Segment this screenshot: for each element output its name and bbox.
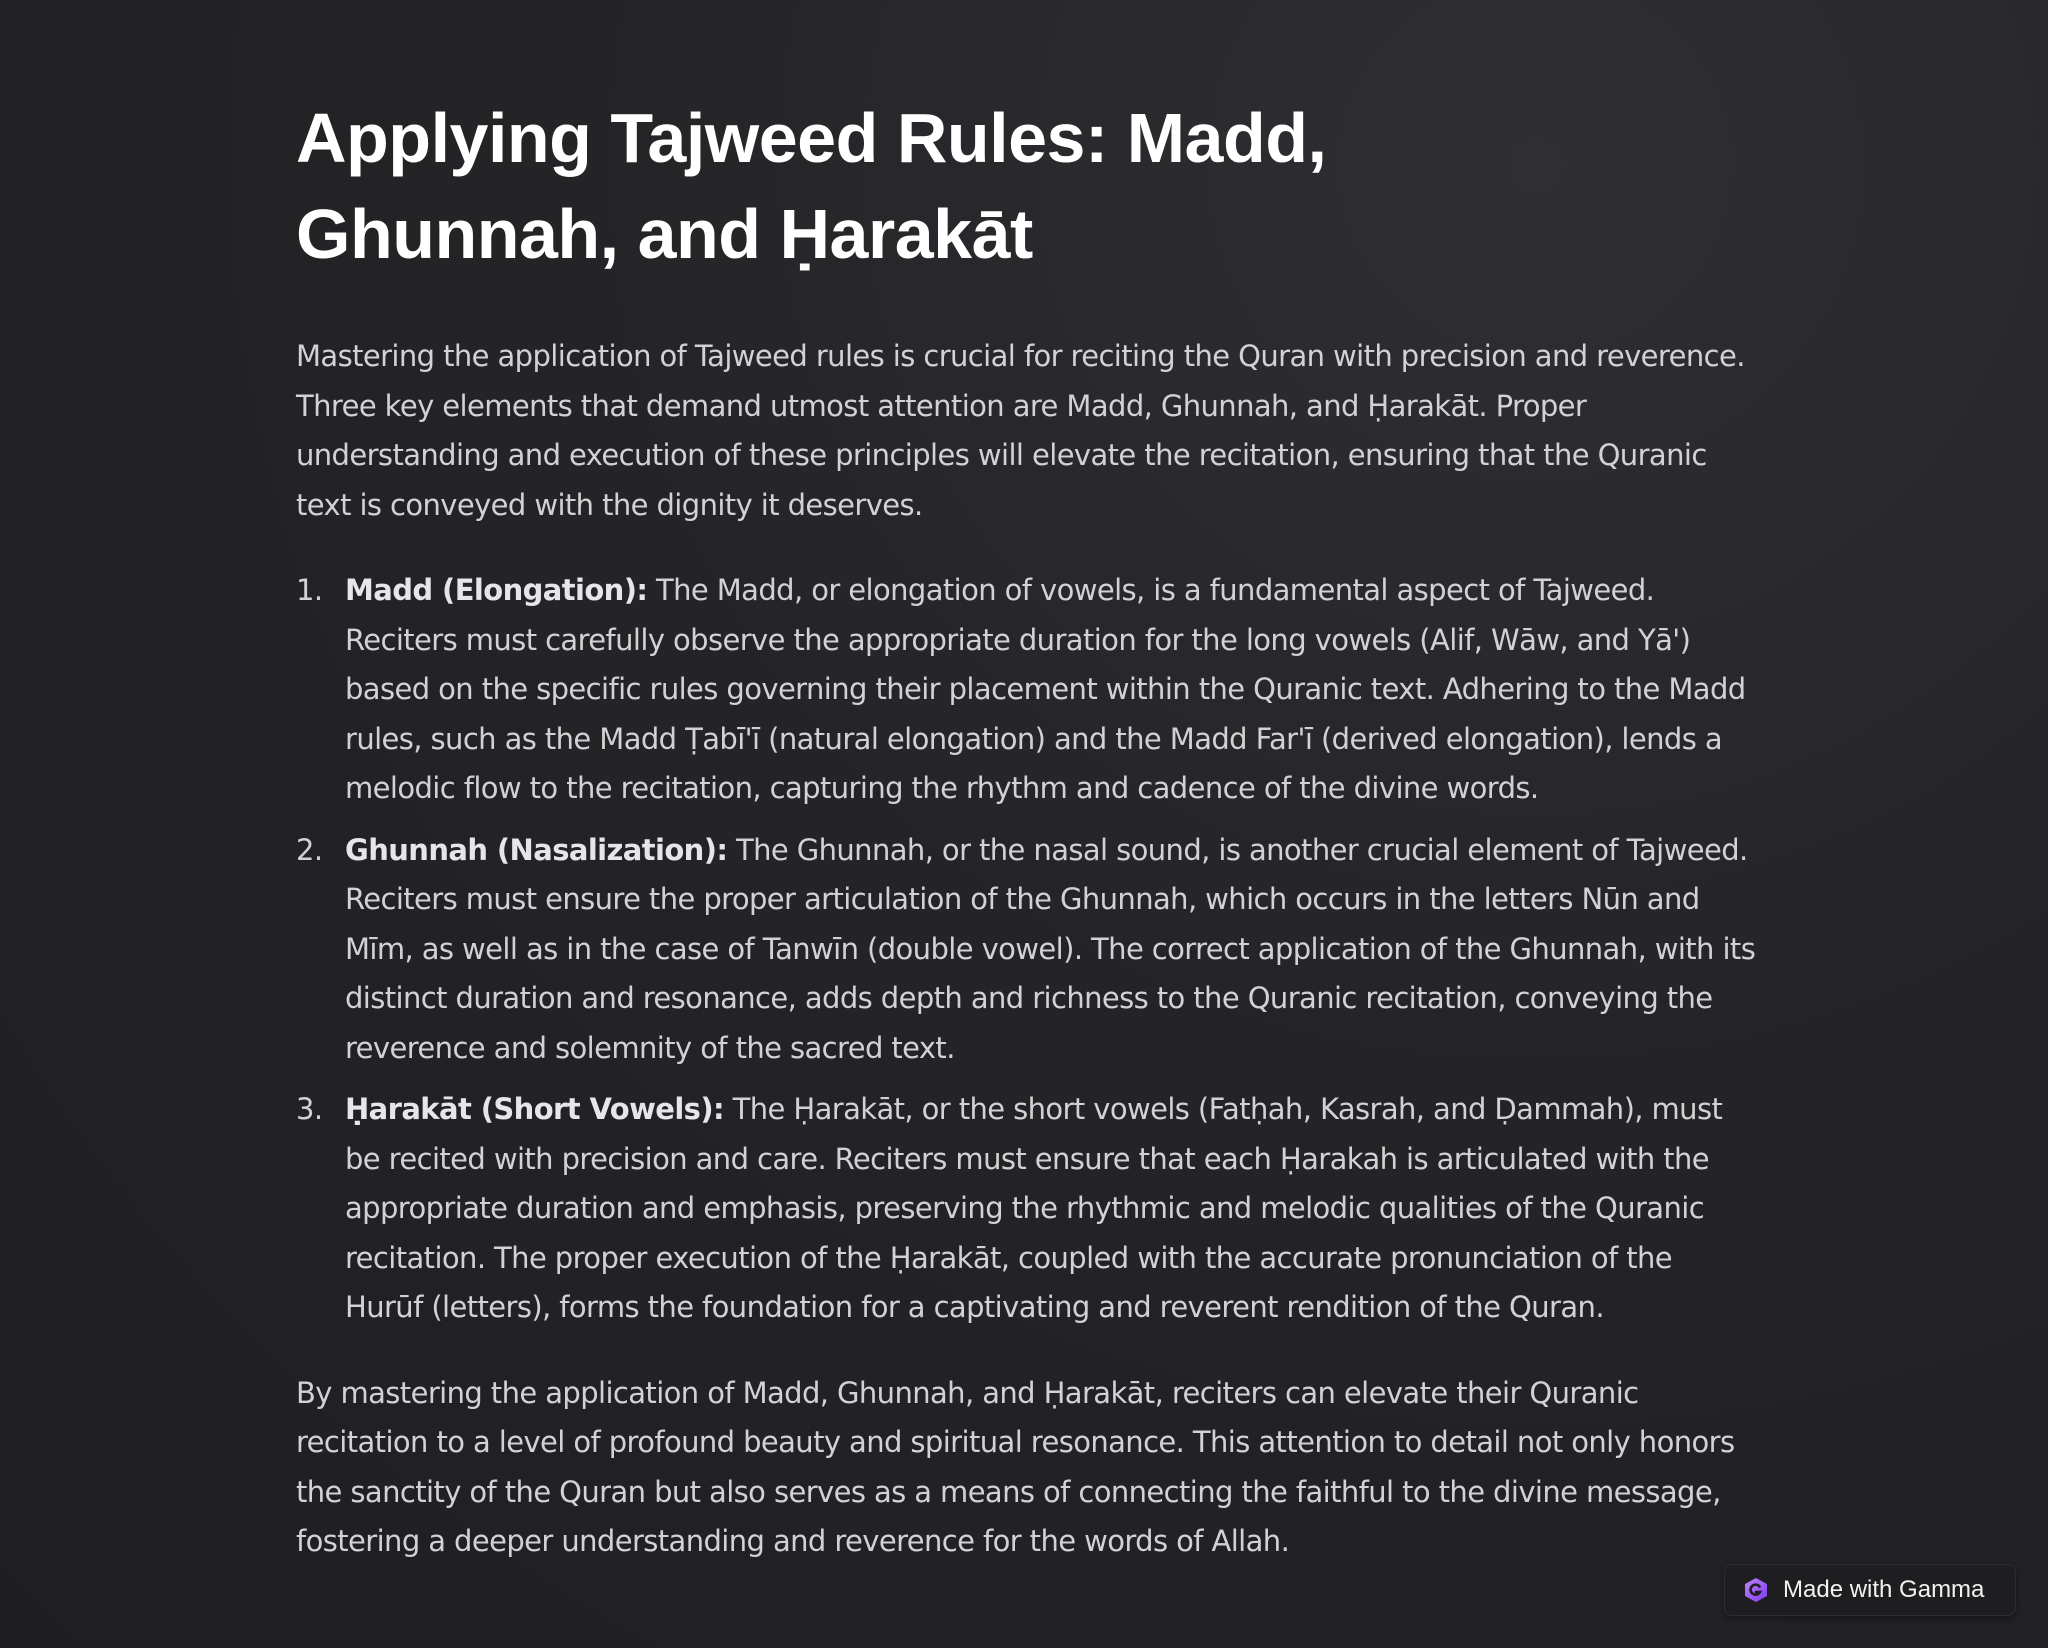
slide-card: [296, 90, 1756, 1567]
badge-label: Made with Gamma: [1783, 1576, 1985, 1603]
rule-term: Ghunnah (Nasalization):: [345, 832, 728, 867]
rule-term: Madd (Elongation):: [345, 573, 648, 607]
rule-text: The Madd, or elongation of vowels, is a fundamental aspect of Tajweed. Reciters must carefully observe the appropriate duration for the long vowels (Alif, Wāw, and Yā') based on the specific rules governing their placement within the Quranic text. Adhering to the Madd rules, such as the Madd Ṭabī'ī (natural elongation) and the Madd Far'ī (derived elongation), lends a melodic flow to the recitation, capturing the rhythm and cadence of the divine words.: [345, 573, 1746, 805]
gamma-logo-icon: [1743, 1577, 1769, 1603]
rules-list: [296, 566, 1756, 1333]
closing-paragraph: By mastering the application of Madd, Ghunnah, and Ḥarakāt, reciters can elevate their Quranic recitation to a level of profound beauty and spiritual resonance. This attention to detail not only honors the sanctity of the Quran but also serves as a means of connecting the faithful to the divine message, fostering a deeper understanding and reverence for the words of Allah.: [296, 1375, 1735, 1558]
rule-item-ghunnah: [296, 826, 1756, 1074]
rule-item-harakat: [296, 1085, 1756, 1333]
rule-term: Ḥarakāt (Short Vowels):: [345, 1092, 724, 1126]
rule-number: 3.: [296, 1092, 323, 1126]
rule-number: 1.: [296, 573, 323, 607]
page-title: [296, 90, 1756, 282]
rule-text: The Ḥarakāt, or the short vowels (Fatḥah, Kasrah, and Ḍammah), must be recited with precision and care. Reciters must ensure that each Ḥarakah is articulated with the appropriate duration and emphasis, preserving the rhythmic and melodic qualities of the Quranic recitation. The proper execution of the Ḥarakāt, coupled with the accurate pronunciation of the Hurūf (letters), forms the foundation for a captivating and reverent rendition of the Quran.: [345, 1092, 1723, 1324]
page-title-line-1: Applying Tajweed Rules: Madd,: [296, 99, 1327, 177]
page-title-line-2: Ghunnah, and Ḥarakāt: [296, 195, 1033, 273]
rule-item-madd: [296, 566, 1756, 814]
made-with-gamma-button[interactable]: [1724, 1564, 2016, 1616]
rule-text: The Ghunnah, or the nasal sound, is another crucial element of Tajweed. Reciters must ensure the proper articulation of the Ghunnah, which occurs in the letters Nūn and Mīm, as well as in the case of Tanwīn (double vowel). The correct application of the Ghunnah, with its distinct duration and resonance, adds depth and richness to the Quranic recitation, conveying the reverence and solemnity of the sacred text.: [345, 832, 1756, 1065]
rule-number: 2.: [296, 832, 323, 867]
intro-paragraph: Mastering the application of Tajweed rules is crucial for reciting the Quran with precision and reverence. Three key elements that demand utmost attention are Madd, Ghunnah, and Ḥarakāt. Proper understanding and execution of these principles will elevate the recitation, ensuring that the Quranic text is conveyed with the dignity it deserves.: [296, 339, 1745, 522]
